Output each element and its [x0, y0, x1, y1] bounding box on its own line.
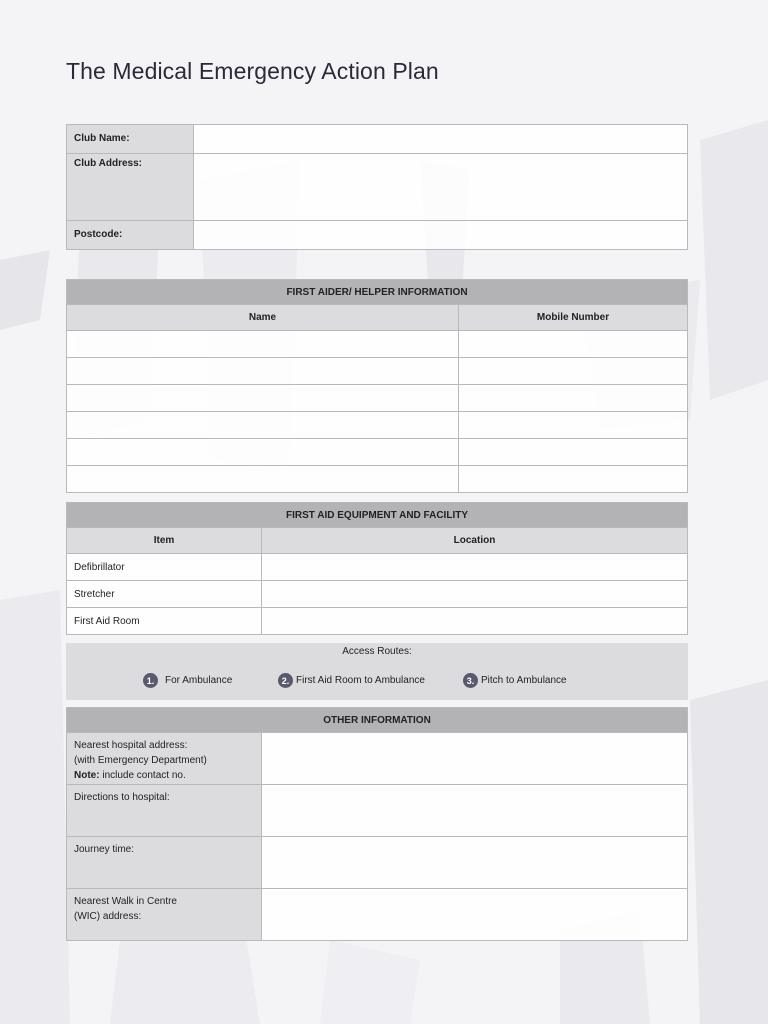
wic-line1: Nearest Walk in Centre	[74, 896, 177, 907]
table-row	[67, 331, 688, 358]
mobile-field[interactable]	[459, 358, 688, 385]
mobile-field[interactable]	[459, 385, 688, 412]
wic-address-field[interactable]	[262, 889, 688, 941]
postcode-field[interactable]	[194, 221, 688, 250]
page-title: The Medical Emergency Action Plan	[66, 58, 439, 84]
item-column-header: Item	[67, 528, 262, 554]
directions-label: Directions to hospital:	[67, 785, 262, 837]
club-address-field[interactable]	[194, 154, 688, 221]
hospital-address-label	[67, 733, 262, 785]
location-field[interactable]	[262, 554, 688, 581]
route-item	[463, 673, 567, 688]
name-field[interactable]	[67, 331, 459, 358]
mobile-field[interactable]	[459, 412, 688, 439]
mobile-field[interactable]	[459, 331, 688, 358]
journey-time-field[interactable]	[262, 837, 688, 889]
club-info-table	[66, 124, 688, 250]
access-routes-title: Access Routes:	[342, 646, 412, 657]
directions-field[interactable]	[262, 785, 688, 837]
item-first-aid-room: First Aid Room	[67, 608, 262, 635]
other-info-heading: OTHER INFORMATION	[67, 708, 688, 733]
route-number-badge: 3.	[463, 673, 478, 688]
route-label: Pitch to Ambulance	[481, 675, 567, 686]
club-address-label: Club Address:	[67, 154, 194, 221]
club-name-field[interactable]	[194, 125, 688, 154]
location-field[interactable]	[262, 581, 688, 608]
postcode-label: Postcode:	[67, 221, 194, 250]
first-aider-heading: FIRST AIDER/ HELPER INFORMATION	[67, 280, 688, 305]
club-name-label: Club Name:	[67, 125, 194, 154]
location-field[interactable]	[262, 608, 688, 635]
item-defibrillator: Defibrillator	[67, 554, 262, 581]
name-field[interactable]	[67, 385, 459, 412]
hospital-address-line1: Nearest hospital address:	[74, 740, 188, 751]
name-field[interactable]	[67, 439, 459, 466]
journey-time-label: Journey time:	[67, 837, 262, 889]
other-info-table	[66, 707, 688, 941]
note-label: Note:	[74, 770, 100, 781]
table-row	[67, 554, 688, 581]
table-row	[67, 439, 688, 466]
table-row	[67, 385, 688, 412]
mobile-column-header: Mobile Number	[459, 305, 688, 331]
table-row	[67, 581, 688, 608]
mobile-field[interactable]	[459, 466, 688, 493]
location-column-header: Location	[262, 528, 688, 554]
name-column-header: Name	[67, 305, 459, 331]
wic-line2: (WIC) address:	[74, 911, 142, 922]
wic-address-label	[67, 889, 262, 941]
table-row	[67, 466, 688, 493]
mobile-field[interactable]	[459, 439, 688, 466]
route-number-badge: 2.	[278, 673, 293, 688]
hospital-address-field[interactable]	[262, 733, 688, 785]
route-item	[278, 673, 425, 688]
name-field[interactable]	[67, 358, 459, 385]
name-field[interactable]	[67, 466, 459, 493]
name-field[interactable]	[67, 412, 459, 439]
hospital-address-line2: (with Emergency Department)	[74, 755, 207, 766]
access-routes-panel	[66, 643, 688, 700]
route-number-badge: 1.	[143, 673, 158, 688]
route-label: For Ambulance	[165, 675, 233, 686]
item-stretcher: Stretcher	[67, 581, 262, 608]
table-row	[67, 608, 688, 635]
equipment-heading: FIRST AID EQUIPMENT AND FACILITY	[67, 503, 688, 528]
equipment-table	[66, 502, 688, 635]
first-aider-table	[66, 279, 688, 493]
table-row	[67, 412, 688, 439]
route-label: First Aid Room to Ambulance	[296, 675, 425, 686]
route-item	[143, 673, 232, 688]
table-row	[67, 358, 688, 385]
note-text: include contact no.	[99, 770, 186, 781]
